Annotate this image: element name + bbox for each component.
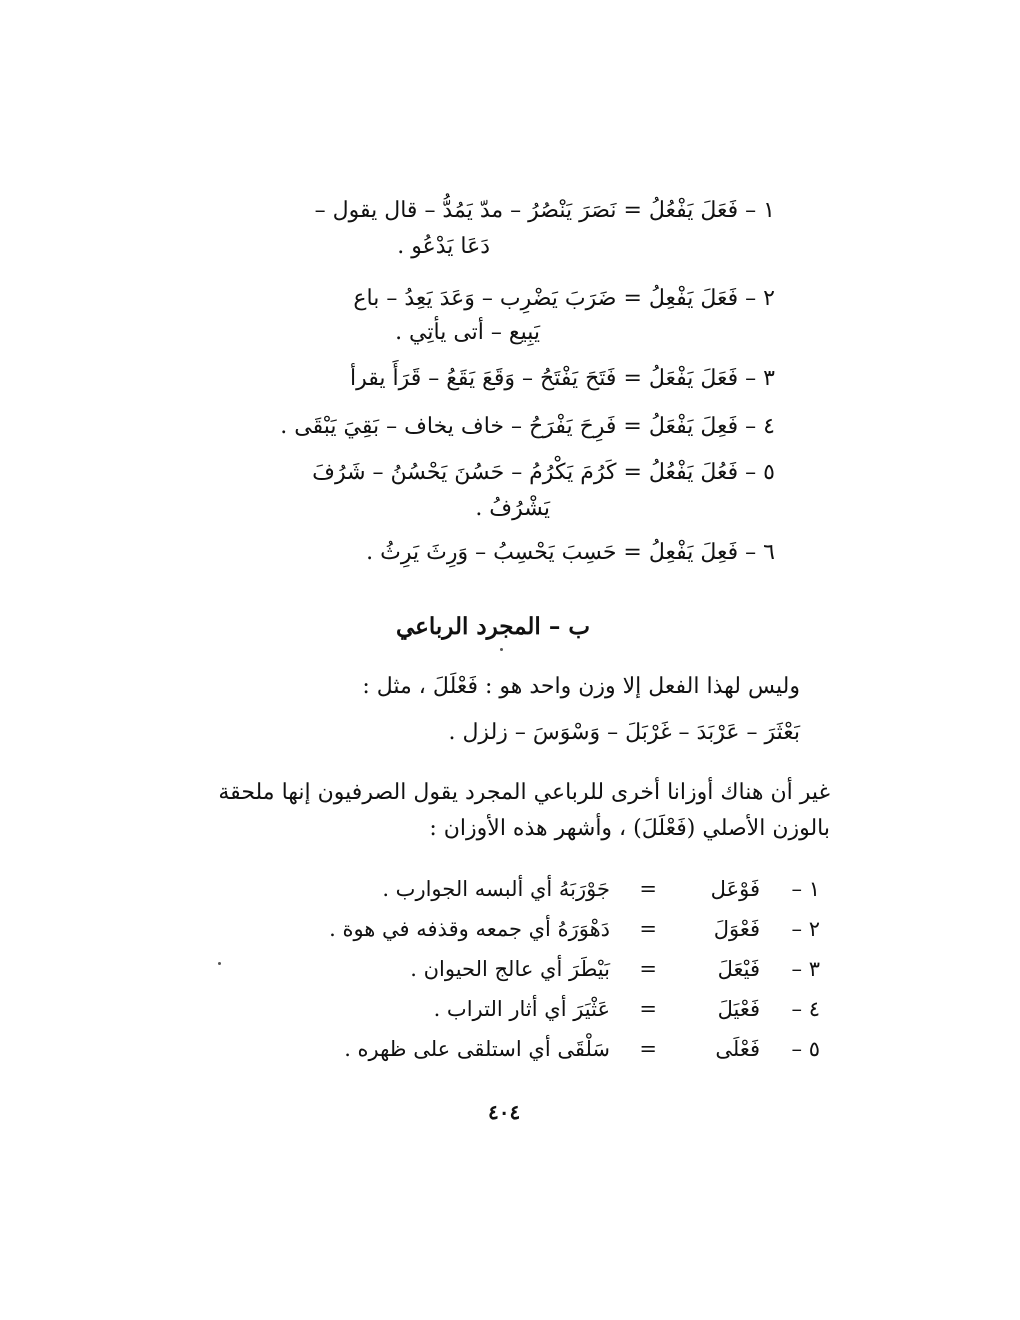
pattern-row: [0, 1032, 1020, 1066]
equals-sign: =: [639, 957, 657, 981]
equals-sign: =: [639, 917, 657, 941]
pattern-line-5a: ٥ – فَعُلَ يَفْعُلُ = كَرُمَ يَكْرُمُ – حَسُنَ يَحْسُنُ – شَرُفَ: [312, 460, 775, 485]
paragraph-1-line-1: وليس لهذا الفعل إلا وزن واحد هو : فَعْلَلَ ، مثل :: [362, 674, 800, 699]
pattern-number: ٥ –: [791, 1037, 820, 1061]
pattern-row: [0, 992, 1020, 1026]
pattern-form: فَعْيَلَ: [717, 997, 760, 1021]
pattern-number: ٢ –: [791, 917, 820, 941]
pattern-form: فَعْوَلَ: [713, 917, 760, 941]
paragraph-1-line-2: بَعْثَرَ – عَرْبَدَ – غَرْبَلَ – وَسْوَسَ – زلزل .: [448, 720, 800, 745]
equals-sign: =: [639, 997, 657, 1021]
pattern-example: بَيْطَرَ أي عالج الحيوان .: [410, 957, 610, 981]
pattern-number: ٤ –: [791, 997, 820, 1021]
pattern-line-2b: يَبِيع – أتى يأتِي .: [395, 320, 540, 345]
pattern-number: ١ –: [791, 877, 820, 901]
pattern-row: [0, 912, 1020, 946]
pattern-line-5b: يَشْرُفُ .: [475, 496, 550, 521]
equals-sign: =: [639, 877, 657, 901]
scan-speck: [218, 962, 221, 965]
equals-sign: =: [639, 1037, 657, 1061]
pattern-form: فَعْلَى: [715, 1037, 760, 1061]
pattern-example: جَوْرَبَهُ أي ألبسه الجوارب .: [382, 877, 610, 901]
pattern-line-1b: دَعَا يَدْعُو .: [397, 234, 490, 259]
section-heading: ب – المجرد الرباعي: [395, 613, 590, 640]
pattern-line-3: ٣ – فَعَلَ يَفْعَلُ = فَتَحَ يَفْتَحُ – وَقَعَ يَقَعُ – قَرَأَ يقرأ: [349, 366, 775, 391]
pattern-line-2a: ٢ – فَعَلَ يَفْعِلُ = ضَرَبَ يَضْرِب – وَعَدَ يَعِدُ – باع: [353, 286, 775, 311]
pattern-form: فَيْعَلَ: [717, 957, 760, 981]
pattern-example: عَثْيَرَ أي أثار التراب .: [433, 997, 610, 1021]
pattern-number: ٣ –: [791, 957, 820, 981]
pattern-example: سَلْقَى أي استلقى على ظهره .: [344, 1037, 610, 1061]
pattern-example: دَهْوَرَهُ أي جمعه وقذفه في هوة .: [329, 917, 610, 941]
scan-speck: [500, 648, 503, 651]
pattern-line-4: ٤ – فَعِلَ يَفْعَلُ = فَرِحَ يَفْرَحُ – خاف يخاف – بَقِيَ يَبْقَى .: [280, 414, 775, 439]
page-number: ٤٠٤: [488, 1100, 521, 1124]
pattern-line-1a: ١ – فَعَلَ يَفْعُلُ = نَصَرَ يَنْصُرُ – مدّ يَمُدُّ – قال يقول –: [314, 198, 775, 223]
pattern-line-6: ٦ – فَعِلَ يَفْعِلُ = حَسِبَ يَحْسِبُ – وَرِثَ يَرِثُ .: [366, 540, 775, 565]
pattern-form: فَوْعَل: [710, 877, 760, 901]
paragraph-2-line-2: بالوزن الأصلي (فَعْلَلَ) ، وأشهر هذه الأوزان :: [429, 816, 830, 841]
paragraph-2-line-1: غير أن هناك أوزانا أخرى للرباعي المجرد يقول الصرفيون إنها ملحقة: [218, 780, 830, 805]
pattern-row: [0, 872, 1020, 906]
pattern-row: [0, 952, 1020, 986]
